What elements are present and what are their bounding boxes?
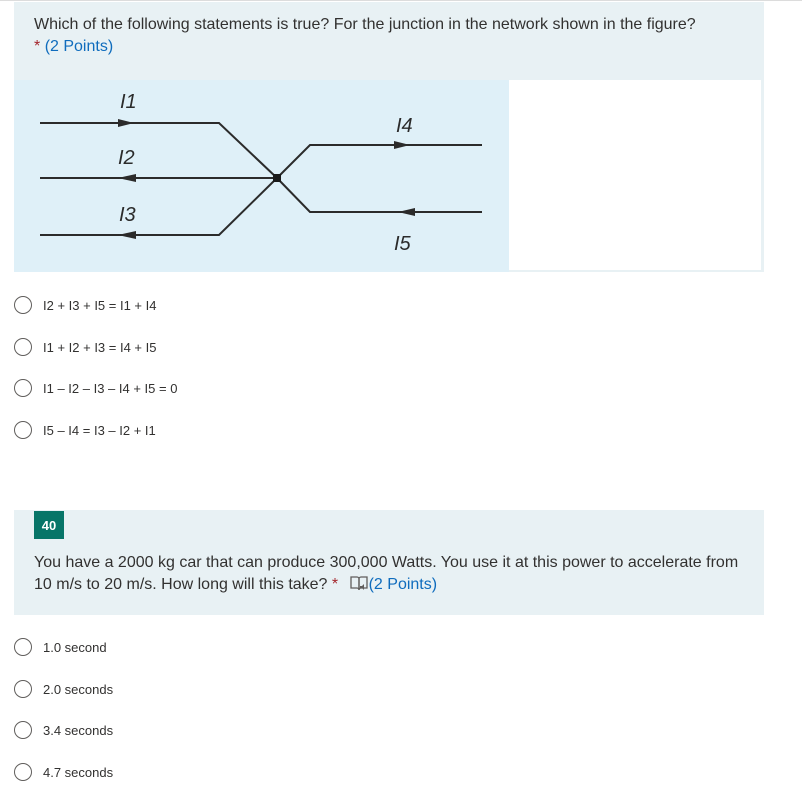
q1-option-4[interactable] [14, 420, 156, 440]
label-i3: I3 [119, 204, 136, 226]
option-label: I1 + I2 + I3 = I4 + I5 [43, 339, 157, 355]
radio-button[interactable] [14, 296, 32, 314]
radio-button[interactable] [14, 680, 32, 698]
radio-button[interactable] [14, 421, 32, 439]
radio-button[interactable] [14, 338, 32, 356]
q2-option-4[interactable] [14, 762, 113, 782]
label-i5: I5 [394, 233, 411, 255]
option-label: 2.0 seconds [43, 681, 114, 697]
option-label: 1.0 second [43, 639, 107, 655]
q1-option-2[interactable] [14, 337, 156, 357]
arrow-i4 [394, 141, 410, 149]
junction-diagram-svg [14, 80, 509, 272]
label-i1: I1 [120, 91, 137, 113]
option-label: I1 – I2 – I3 – I4 + I5 = 0 [43, 380, 178, 396]
wire-i5 [277, 178, 482, 212]
question-number-badge: 40 [34, 511, 64, 539]
question-1-text: Which of the following statements is true? For the junction in the network shown in the figure? [34, 16, 696, 33]
wire-i3 [40, 178, 277, 235]
wire-i4 [277, 145, 482, 178]
arrow-i5 [398, 208, 415, 216]
figure-blank-area [509, 80, 761, 270]
q2-option-1[interactable] [14, 637, 107, 657]
question-1-title [34, 14, 744, 58]
question-2-header [14, 510, 764, 615]
question-1-points: (2 Points) [44, 38, 114, 55]
q2-option-2[interactable] [14, 679, 113, 699]
option-label: I5 – I4 = I3 – I2 + I1 [43, 422, 156, 438]
radio-button[interactable] [14, 721, 32, 739]
junction-node [273, 174, 281, 182]
required-marker: * [34, 38, 41, 55]
arrow-i2 [118, 174, 136, 182]
q1-option-1[interactable] [14, 295, 156, 315]
question-2-title [34, 552, 754, 599]
required-marker: * [331, 576, 339, 593]
option-label: 3.4 seconds [43, 722, 114, 738]
question-2-points: (2 Points) [368, 576, 438, 593]
option-label: I2 + I3 + I5 = I1 + I4 [43, 297, 157, 313]
immersive-reader-icon[interactable] [349, 575, 369, 599]
label-i2: I2 [118, 147, 135, 169]
top-divider [0, 0, 802, 1]
radio-button[interactable] [14, 763, 32, 781]
arrow-i3 [118, 231, 136, 239]
option-label: 4.7 seconds [43, 764, 114, 780]
radio-button[interactable] [14, 638, 32, 656]
wire-i1 [40, 123, 277, 178]
question-1-header [14, 2, 764, 80]
q1-option-3[interactable] [14, 378, 177, 398]
junction-diagram [14, 80, 509, 272]
radio-button[interactable] [14, 379, 32, 397]
question-1-figure-container [14, 80, 764, 272]
question-2-text: You have a 2000 kg car that can produce 300,000 Watts. You use it at this power to accelerate from 10 m/s to 20 m/s. How long will this take? [34, 554, 739, 593]
arrow-i1 [118, 119, 134, 127]
q2-option-3[interactable] [14, 720, 113, 740]
label-i4: I4 [396, 115, 413, 137]
